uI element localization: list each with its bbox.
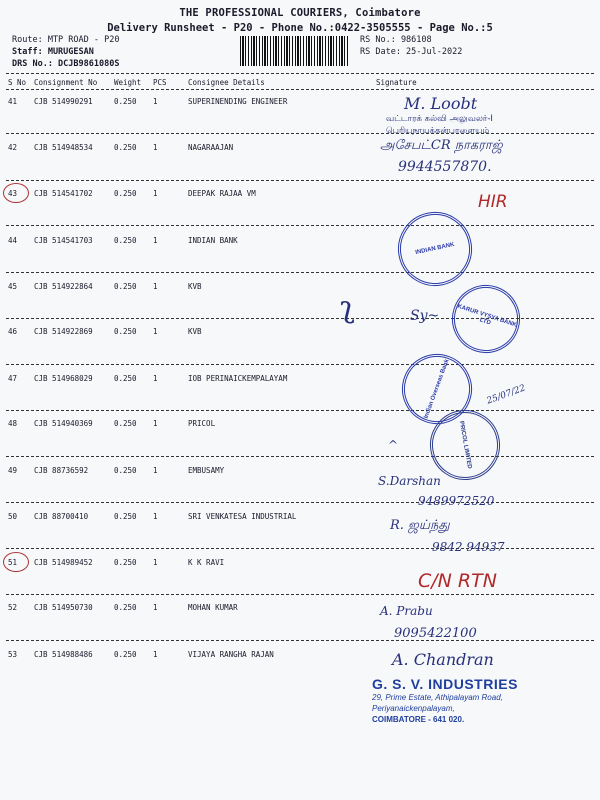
- table-row: [0, 466, 600, 512]
- row-divider: [6, 502, 594, 503]
- row-consignee: EMBUSAMY: [188, 466, 225, 475]
- row-weight: 0.250: [114, 466, 137, 475]
- row-consignee: KVB: [188, 282, 202, 291]
- row-sno: 44: [8, 236, 18, 245]
- rs-date-text: RS Date: 25-Jul-2022: [360, 47, 463, 57]
- row-divider: [6, 272, 594, 273]
- row-sno: 42: [8, 143, 18, 152]
- column-header-pcs: PCS: [153, 78, 167, 87]
- row-sno: 48: [8, 419, 18, 428]
- row-weight: 0.250: [114, 650, 137, 659]
- company-stamp-address: 29, Prime Estate, Athipalayam Road,: [372, 693, 503, 702]
- row-pcs: 1: [153, 650, 158, 659]
- row-consignee: K K RAVI: [188, 558, 225, 567]
- row-pcs: 1: [153, 327, 158, 336]
- phone-row-50: 9842 94937: [432, 540, 505, 554]
- table-row: [0, 603, 600, 649]
- company-seal: PRICOL LIMITED: [424, 404, 505, 485]
- row-weight: 0.250: [114, 189, 137, 198]
- row-consignee: NAGARAAJAN: [188, 143, 234, 152]
- row-consignment: CJB 514988486: [34, 650, 93, 659]
- row-sno: 50: [8, 512, 18, 521]
- row-consignment: CJB 514541703: [34, 236, 93, 245]
- signature-row-49: S.Darshan: [378, 474, 441, 488]
- row-divider: [6, 225, 594, 226]
- row-weight: 0.250: [114, 558, 137, 567]
- row-weight: 0.250: [114, 512, 137, 521]
- row-divider: [6, 180, 594, 181]
- phone-row-52: 9095422100: [394, 626, 477, 641]
- route-text: Route: MTP ROAD - P20: [12, 35, 120, 45]
- row-weight: 0.250: [114, 419, 137, 428]
- company-stamp-address: Periyanaickenpalayam,: [372, 704, 455, 713]
- row-pcs: 1: [153, 189, 158, 198]
- row-pcs: 1: [153, 512, 158, 521]
- bank-stamp: Indian Overseas Bank: [392, 344, 482, 434]
- row-sno: 43: [8, 189, 18, 198]
- row-sno: 52: [8, 603, 18, 612]
- table-row: [0, 419, 600, 465]
- company-stamp-name: G. S. V. INDUSTRIES: [372, 676, 518, 692]
- row-divider: [6, 133, 594, 134]
- row-pcs: 1: [153, 97, 158, 106]
- table-row: [0, 558, 600, 604]
- rs-number-text: RS No.: 986108: [360, 35, 432, 45]
- table-row: [0, 236, 600, 282]
- drs-text: DRS No.: DCJB9861080S: [12, 59, 120, 69]
- row-consignee: KVB: [188, 327, 202, 336]
- row-consignment: CJB 514948534: [34, 143, 93, 152]
- row-weight: 0.250: [114, 97, 137, 106]
- row-consignee: INDIAN BANK: [188, 236, 238, 245]
- company-stamp-address: COIMBATORE - 641 020.: [372, 715, 465, 724]
- header-divider-bottom: [6, 89, 594, 90]
- row-pcs: 1: [153, 374, 158, 383]
- row-weight: 0.250: [114, 236, 137, 245]
- row-weight: 0.250: [114, 374, 137, 383]
- row-consignee: IOB PERINAICKEMPALAYAM: [188, 374, 288, 383]
- row-consignment: CJB 514940369: [34, 419, 93, 428]
- tamil-stamp-line: பெரியநாயக்கன்பாளையம்: [386, 126, 490, 136]
- table-row: [0, 189, 600, 235]
- row-sno: 47: [8, 374, 18, 383]
- bank-stamp: INDIAN BANK: [391, 205, 479, 293]
- signature-row-53: A. Chandran: [392, 650, 494, 669]
- row-pcs: 1: [153, 143, 158, 152]
- row-consignee: VIJAYA RANGHA RAJAN: [188, 650, 274, 659]
- row-sno: 51: [8, 558, 18, 567]
- table-row: [0, 97, 600, 143]
- page-title: THE PROFESSIONAL COURIERS, Coimbatore: [179, 7, 421, 19]
- row-consignment: CJB 88700410: [34, 512, 89, 521]
- row-consignment: CJB 514968029: [34, 374, 93, 383]
- row-sno: 46: [8, 327, 18, 336]
- runsheet-meta-right: [360, 34, 462, 58]
- row-weight: 0.250: [114, 143, 137, 152]
- barcode-image: [240, 36, 350, 66]
- signature-row-45: ʅ: [340, 290, 355, 325]
- row-divider: [6, 640, 594, 641]
- signature-row-46: Sy~: [410, 308, 440, 324]
- row-sno: 53: [8, 650, 18, 659]
- row-divider: [6, 548, 594, 549]
- row-consignment: CJB 514922869: [34, 327, 93, 336]
- table-row: [0, 512, 600, 558]
- column-header-signature: Signature: [376, 78, 417, 87]
- phone-row-49: 9489972520: [418, 494, 495, 508]
- row-weight: 0.250: [114, 603, 137, 612]
- note-row-43: HIR: [478, 192, 508, 212]
- runsheet-meta-left: [12, 34, 119, 70]
- row-pcs: 1: [153, 603, 158, 612]
- row-divider: [6, 364, 594, 365]
- staff-text: Staff: MURUGESAN: [12, 47, 94, 57]
- signature-row-48: ^: [388, 438, 399, 452]
- circled-row-mark: [3, 183, 29, 203]
- row-consignee: DEEPAK RAJAA VM: [188, 189, 256, 198]
- row-consignment: CJB 514990291: [34, 97, 93, 106]
- row-pcs: 1: [153, 419, 158, 428]
- phone-row-42: 9944557870.: [398, 159, 492, 175]
- note-row-51: C/N RTN: [418, 570, 497, 592]
- row-pcs: 1: [153, 236, 158, 245]
- header-divider-top: [6, 73, 594, 74]
- row-consignee: SUPERINENDING ENGINEER: [188, 97, 288, 106]
- row-consignment: CJB 88736592: [34, 466, 89, 475]
- row-pcs: 1: [153, 282, 158, 291]
- row-sno: 45: [8, 282, 18, 291]
- row-consignment: CJB 514950730: [34, 603, 93, 612]
- row-sno: 41: [8, 97, 18, 106]
- row-consignment: CJB 514989452: [34, 558, 93, 567]
- page-subtitle: Delivery Runsheet - P20 - Phone No.:0422-3505555 - Page No.:5: [107, 22, 493, 34]
- row-consignee: PRICOL: [188, 419, 216, 428]
- row-consignment: CJB 514922864: [34, 282, 93, 291]
- row-divider: [6, 456, 594, 457]
- bank-stamp: KARUR VYSYA BANK LTD: [443, 276, 529, 362]
- company-stamp: [372, 676, 518, 725]
- row-pcs: 1: [153, 558, 158, 567]
- row-divider: [6, 410, 594, 411]
- row-consignee: SRI VENKATESA INDUSTRIAL: [188, 512, 297, 521]
- row-weight: 0.250: [114, 327, 137, 336]
- signature-row-41: M. Loobt: [404, 94, 478, 113]
- date-row-47: 25/07/22: [485, 383, 527, 407]
- column-header-details: Consignee Details: [188, 78, 265, 87]
- column-header-weight: Weight: [114, 78, 142, 87]
- row-consignee: MOHAN KUMAR: [188, 603, 238, 612]
- column-header-sno: S No: [8, 78, 27, 87]
- row-consignment: CJB 514541702: [34, 189, 93, 198]
- row-sno: 49: [8, 466, 18, 475]
- column-header-consignment: Consignment No: [34, 78, 98, 87]
- row-divider: [6, 594, 594, 595]
- signature-row-42: அசேபட்CR நாகராஜ்: [380, 138, 503, 153]
- table-row: [0, 143, 600, 189]
- tamil-stamp-line: வட்டாரக் கல்வி அலுவலர்-I: [386, 114, 493, 124]
- row-weight: 0.250: [114, 282, 137, 291]
- circled-row-mark: [3, 552, 29, 572]
- signature-row-52: A. Prabu: [380, 604, 433, 618]
- signature-row-50: R. ஜய்ந்து: [390, 518, 450, 533]
- row-pcs: 1: [153, 466, 158, 475]
